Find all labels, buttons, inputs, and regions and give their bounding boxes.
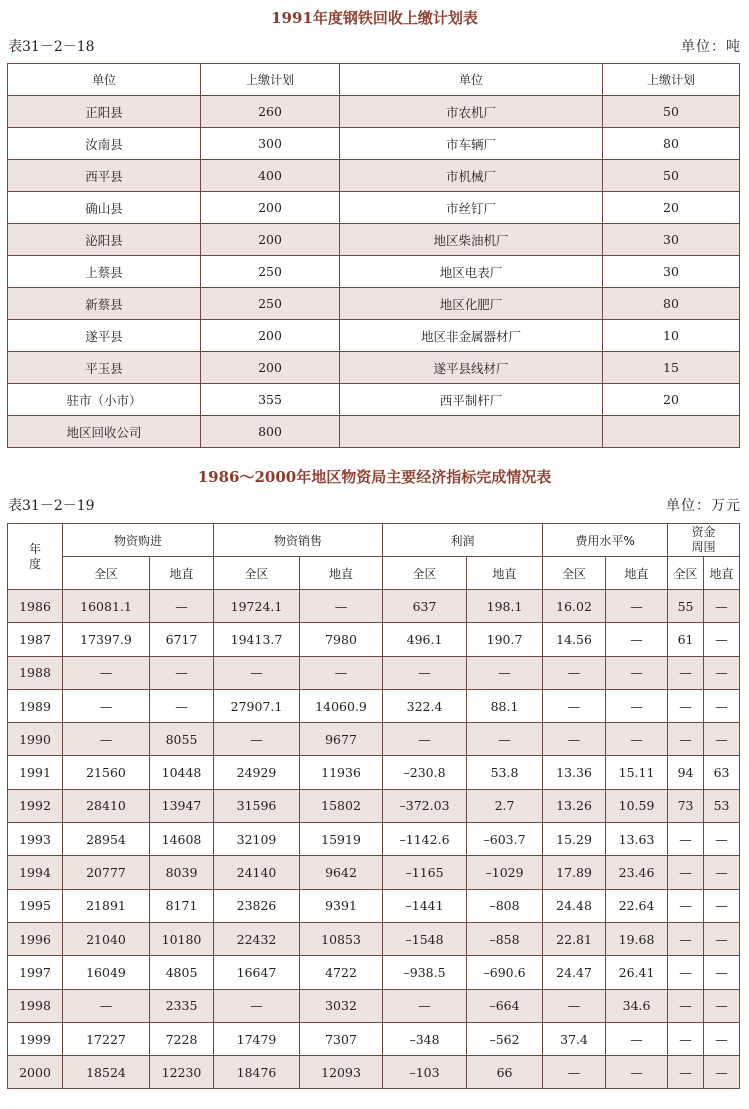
table-cell: 400 xyxy=(201,160,340,192)
table-cell: 地区柴油机厂 xyxy=(340,224,603,256)
table-cell: –938.5 xyxy=(383,956,467,989)
table-row xyxy=(8,352,740,384)
table-cell: 10180 xyxy=(150,922,214,955)
table-cell: 37.4 xyxy=(543,1022,606,1055)
header-plan: 上缴计划 xyxy=(201,64,340,96)
table-row xyxy=(8,224,740,256)
table-cell: — xyxy=(606,723,668,756)
table-cell: 250 xyxy=(201,256,340,288)
table-row xyxy=(8,160,740,192)
table-cell: — xyxy=(543,1056,606,1089)
table-cell: 遂平县线材厂 xyxy=(340,352,603,384)
table-cell: 新蔡县 xyxy=(8,288,201,320)
table-cell: — xyxy=(383,656,467,689)
table-cell: 8039 xyxy=(150,856,214,889)
table-row xyxy=(8,889,740,922)
table-cell: 地区化肥厂 xyxy=(340,288,603,320)
table-cell: 1990 xyxy=(8,723,63,756)
table-row xyxy=(8,1022,740,1055)
table-row xyxy=(8,384,740,416)
table-cell: — xyxy=(668,922,704,955)
table-cell: 18476 xyxy=(214,1056,300,1089)
table-cell: 22432 xyxy=(214,922,300,955)
table-cell: 20777 xyxy=(63,856,150,889)
table-cell: 260 xyxy=(201,96,340,128)
table-cell: 17227 xyxy=(63,1022,150,1055)
table-cell: 17479 xyxy=(214,1022,300,1055)
table-cell: 汝南县 xyxy=(8,128,201,160)
table-cell: 9642 xyxy=(300,856,383,889)
subheader-cell: 地直 xyxy=(150,557,214,590)
table-cell: 80 xyxy=(603,128,740,160)
table-cell: 地区电表厂 xyxy=(340,256,603,288)
table-cell: — xyxy=(606,590,668,623)
table-row xyxy=(8,288,740,320)
table-cell: 20 xyxy=(603,384,740,416)
table-cell: 53 xyxy=(704,789,740,822)
table-cell: 19413.7 xyxy=(214,623,300,656)
table-cell: 24.48 xyxy=(543,889,606,922)
table-cell: — xyxy=(300,656,383,689)
table-cell: 市车辆厂 xyxy=(340,128,603,160)
table2-unit: 单位：万元 xyxy=(666,498,741,514)
table-cell: 30 xyxy=(603,224,740,256)
table-cell: — xyxy=(668,889,704,922)
table-cell: 3032 xyxy=(300,989,383,1022)
table-cell: 1995 xyxy=(8,889,63,922)
table-cell: 驻市（小市） xyxy=(8,384,201,416)
table-cell: 4805 xyxy=(150,956,214,989)
table-cell: 496.1 xyxy=(383,623,467,656)
table-cell: 30 xyxy=(603,256,740,288)
table-cell: — xyxy=(704,623,740,656)
table-cell: 200 xyxy=(201,320,340,352)
table-cell: 322.4 xyxy=(383,689,467,722)
table-cell: 2.7 xyxy=(467,789,543,822)
table-cell: –372.03 xyxy=(383,789,467,822)
table-row xyxy=(8,1056,740,1089)
table-cell: –103 xyxy=(383,1056,467,1089)
table-cell: 28410 xyxy=(63,789,150,822)
subheader-cell: 全区 xyxy=(543,557,606,590)
table-cell: — xyxy=(150,590,214,623)
table-cell: 4722 xyxy=(300,956,383,989)
table-cell: — xyxy=(606,656,668,689)
table-cell: 190.7 xyxy=(467,623,543,656)
header-purchase: 物资购进 xyxy=(63,524,214,557)
table-cell: 市机械厂 xyxy=(340,160,603,192)
table-cell: 市农机厂 xyxy=(340,96,603,128)
table-cell: 22.64 xyxy=(606,889,668,922)
table-cell: –1548 xyxy=(383,922,467,955)
table-cell: 50 xyxy=(603,160,740,192)
table-cell: 55 xyxy=(668,590,704,623)
table-row xyxy=(8,756,740,789)
table-cell: 7980 xyxy=(300,623,383,656)
table-cell: — xyxy=(668,956,704,989)
header-capital-turnover xyxy=(668,524,740,557)
steel-recycling-table xyxy=(7,63,740,448)
table-cell: 88.1 xyxy=(467,689,543,722)
table-cell: 14060.9 xyxy=(300,689,383,722)
table-cell: 2000 xyxy=(8,1056,63,1089)
table-cell: –808 xyxy=(467,889,543,922)
header-unit: 单位 xyxy=(8,64,201,96)
table-cell: 1994 xyxy=(8,856,63,889)
table-cell: — xyxy=(543,723,606,756)
table-row xyxy=(8,192,740,224)
table-cell: 200 xyxy=(201,224,340,256)
table-cell: 24.47 xyxy=(543,956,606,989)
table-cell: 24929 xyxy=(214,756,300,789)
table-cell: 2335 xyxy=(150,989,214,1022)
subheader-cell: 全区 xyxy=(63,557,150,590)
table-cell: 13.36 xyxy=(543,756,606,789)
table-cell: 19.68 xyxy=(606,922,668,955)
table-cell: — xyxy=(214,656,300,689)
table-cell: 1991 xyxy=(8,756,63,789)
table-cell: 198.1 xyxy=(467,590,543,623)
table-cell: 16647 xyxy=(214,956,300,989)
table-cell: 上蔡县 xyxy=(8,256,201,288)
table-cell: 遂平县 xyxy=(8,320,201,352)
table-cell: 7228 xyxy=(150,1022,214,1055)
table-cell: 19724.1 xyxy=(214,590,300,623)
subheader-cell: 地直 xyxy=(300,557,383,590)
table-cell: 正阳县 xyxy=(8,96,201,128)
table-cell: — xyxy=(704,723,740,756)
table-cell: — xyxy=(704,1056,740,1089)
table-cell: — xyxy=(704,889,740,922)
table-cell: 32109 xyxy=(214,823,300,856)
table-cell: — xyxy=(150,689,214,722)
table-cell: 637 xyxy=(383,590,467,623)
subheader-cell: 地直 xyxy=(704,557,740,590)
table-cell: 1989 xyxy=(8,689,63,722)
subheader-cell: 地直 xyxy=(606,557,668,590)
table-cell: 17397.9 xyxy=(63,623,150,656)
table-cell: 13.26 xyxy=(543,789,606,822)
table-cell: –1142.6 xyxy=(383,823,467,856)
table-row xyxy=(8,416,740,448)
table-cell: 63 xyxy=(704,756,740,789)
table-cell: –664 xyxy=(467,989,543,1022)
table-cell: 16049 xyxy=(63,956,150,989)
year-header-label: 年度 xyxy=(28,541,41,571)
table2-title: 1986～2000年地区物资局主要经济指标完成情况表 xyxy=(197,468,552,486)
table-cell: — xyxy=(543,989,606,1022)
table-header-row xyxy=(8,524,740,557)
table-cell: 1986 xyxy=(8,590,63,623)
table-cell: 53.8 xyxy=(467,756,543,789)
table-cell: — xyxy=(63,723,150,756)
table-cell: 1987 xyxy=(8,623,63,656)
table-cell: 10448 xyxy=(150,756,214,789)
table-cell: 7307 xyxy=(300,1022,383,1055)
table-cell: 94 xyxy=(668,756,704,789)
table-cell: 73 xyxy=(668,789,704,822)
table-cell: 250 xyxy=(201,288,340,320)
table-cell: 18524 xyxy=(63,1056,150,1089)
table-cell: 14.56 xyxy=(543,623,606,656)
table-cell: 13947 xyxy=(150,789,214,822)
header-sales: 物资销售 xyxy=(214,524,383,557)
table-row xyxy=(8,656,740,689)
table-cell: –1441 xyxy=(383,889,467,922)
table-cell: 9391 xyxy=(300,889,383,922)
table-cell: — xyxy=(668,1056,704,1089)
table-cell: — xyxy=(704,922,740,955)
table-cell: 15802 xyxy=(300,789,383,822)
table-row xyxy=(8,128,740,160)
table-header-row xyxy=(8,64,740,96)
table-cell: — xyxy=(467,723,543,756)
table-cell: — xyxy=(704,956,740,989)
table-row xyxy=(8,956,740,989)
table-cell: — xyxy=(668,656,704,689)
table-cell: 15919 xyxy=(300,823,383,856)
table-cell: –1029 xyxy=(467,856,543,889)
table-subheader-row xyxy=(8,557,740,590)
subheader-cell: 全区 xyxy=(214,557,300,590)
table-row xyxy=(8,96,740,128)
table1-unit: 单位：吨 xyxy=(681,39,741,55)
table-cell: 61 xyxy=(668,623,704,656)
table-cell: 1988 xyxy=(8,656,63,689)
table-cell: 200 xyxy=(201,352,340,384)
table-cell: — xyxy=(704,856,740,889)
table-cell: 24140 xyxy=(214,856,300,889)
table-cell: — xyxy=(668,856,704,889)
table1-code: 表31－2－18 xyxy=(8,39,95,55)
table-cell: 12093 xyxy=(300,1056,383,1089)
table-row xyxy=(8,823,740,856)
table-cell: 10 xyxy=(603,320,740,352)
table-cell: 300 xyxy=(201,128,340,160)
table-cell: 66 xyxy=(467,1056,543,1089)
table-cell: 15.29 xyxy=(543,823,606,856)
subheader-cell: 地直 xyxy=(467,557,543,590)
table-cell: 确山县 xyxy=(8,192,201,224)
table-cell: 9677 xyxy=(300,723,383,756)
economic-indicators-table xyxy=(7,523,740,1089)
table-cell: 28954 xyxy=(63,823,150,856)
header-expense-level: 费用水平% xyxy=(543,524,668,557)
table-row xyxy=(8,723,740,756)
table-cell: — xyxy=(606,689,668,722)
table-cell: — xyxy=(668,1022,704,1055)
table-cell: — xyxy=(63,689,150,722)
table-cell: — xyxy=(668,723,704,756)
table-cell: — xyxy=(704,823,740,856)
header-profit: 利润 xyxy=(383,524,543,557)
table-row xyxy=(8,922,740,955)
table-cell: — xyxy=(300,590,383,623)
table-cell: 10853 xyxy=(300,922,383,955)
subheader-cell: 全区 xyxy=(383,557,467,590)
table-cell: 10.59 xyxy=(606,789,668,822)
table-cell: 1998 xyxy=(8,989,63,1022)
table-cell: 1992 xyxy=(8,789,63,822)
table-cell: — xyxy=(704,689,740,722)
table-cell: — xyxy=(214,723,300,756)
table-row xyxy=(8,689,740,722)
table-cell: — xyxy=(704,590,740,623)
table-cell: 1993 xyxy=(8,823,63,856)
header-unit: 单位 xyxy=(340,64,603,96)
table-cell: — xyxy=(668,989,704,1022)
table1-title: 1991年度钢铁回收上缴计划表 xyxy=(271,9,478,27)
table-cell: –230.8 xyxy=(383,756,467,789)
table-cell: — xyxy=(467,656,543,689)
table-cell: 50 xyxy=(603,96,740,128)
table-cell: –562 xyxy=(467,1022,543,1055)
table-cell: 16081.1 xyxy=(63,590,150,623)
table-cell: — xyxy=(63,656,150,689)
table-cell: — xyxy=(63,989,150,1022)
table-cell: –690.6 xyxy=(467,956,543,989)
table-cell: 800 xyxy=(201,416,340,448)
table-cell: 6717 xyxy=(150,623,214,656)
table-cell: 21891 xyxy=(63,889,150,922)
table-cell: 11936 xyxy=(300,756,383,789)
table-cell: 15.11 xyxy=(606,756,668,789)
table1-body xyxy=(8,96,740,448)
table-cell: — xyxy=(606,1056,668,1089)
table-cell: 34.6 xyxy=(606,989,668,1022)
table-row xyxy=(8,989,740,1022)
table-cell: 地区非金属器材厂 xyxy=(340,320,603,352)
header-year xyxy=(8,524,63,590)
table-cell: 23.46 xyxy=(606,856,668,889)
table-cell: –1165 xyxy=(383,856,467,889)
table-cell: — xyxy=(383,723,467,756)
header-plan: 上缴计划 xyxy=(603,64,740,96)
table-cell: 31596 xyxy=(214,789,300,822)
subheader-cell: 全区 xyxy=(668,557,704,590)
table-cell: 21560 xyxy=(63,756,150,789)
table-cell: 355 xyxy=(201,384,340,416)
table-cell: — xyxy=(704,989,740,1022)
table-cell: 26.41 xyxy=(606,956,668,989)
table2-body xyxy=(8,590,740,1089)
table-cell xyxy=(340,416,603,448)
table-cell: 21040 xyxy=(63,922,150,955)
capital-turnover-label: 资金周围 xyxy=(691,525,716,554)
table-cell: — xyxy=(606,623,668,656)
table-row xyxy=(8,256,740,288)
table-cell: — xyxy=(606,1022,668,1055)
table-cell: 16.02 xyxy=(543,590,606,623)
table-cell: 8055 xyxy=(150,723,214,756)
table-cell: 14608 xyxy=(150,823,214,856)
table-cell: 80 xyxy=(603,288,740,320)
table-cell: — xyxy=(150,656,214,689)
table-cell: 17.89 xyxy=(543,856,606,889)
table-cell: 27907.1 xyxy=(214,689,300,722)
table-cell: — xyxy=(543,656,606,689)
table-cell: — xyxy=(704,656,740,689)
table-cell: 泌阳县 xyxy=(8,224,201,256)
table2-code: 表31－2－19 xyxy=(8,498,95,514)
table-cell: 1999 xyxy=(8,1022,63,1055)
table-cell: 平玉县 xyxy=(8,352,201,384)
table-cell: — xyxy=(668,823,704,856)
table-cell: — xyxy=(668,689,704,722)
table-cell: –858 xyxy=(467,922,543,955)
table-cell: –603.7 xyxy=(467,823,543,856)
table-cell: 西平县 xyxy=(8,160,201,192)
table-cell: 20 xyxy=(603,192,740,224)
table-cell: 西平制杆厂 xyxy=(340,384,603,416)
table-cell: 1997 xyxy=(8,956,63,989)
table-row xyxy=(8,590,740,623)
table-cell: 1996 xyxy=(8,922,63,955)
table-cell: 12230 xyxy=(150,1056,214,1089)
table-cell: 22.81 xyxy=(543,922,606,955)
table-cell: 15 xyxy=(603,352,740,384)
table-row xyxy=(8,623,740,656)
table-cell: 23826 xyxy=(214,889,300,922)
table-cell: 市丝钉厂 xyxy=(340,192,603,224)
table-cell: 地区回收公司 xyxy=(8,416,201,448)
table-cell: –348 xyxy=(383,1022,467,1055)
table-cell: — xyxy=(383,989,467,1022)
table-cell: 8171 xyxy=(150,889,214,922)
table-cell: 13.63 xyxy=(606,823,668,856)
table-cell: 200 xyxy=(201,192,340,224)
table-cell: — xyxy=(704,1022,740,1055)
table-cell: — xyxy=(543,689,606,722)
table-row xyxy=(8,320,740,352)
table-cell: — xyxy=(214,989,300,1022)
table-row xyxy=(8,856,740,889)
table-cell xyxy=(603,416,740,448)
table-row xyxy=(8,789,740,822)
